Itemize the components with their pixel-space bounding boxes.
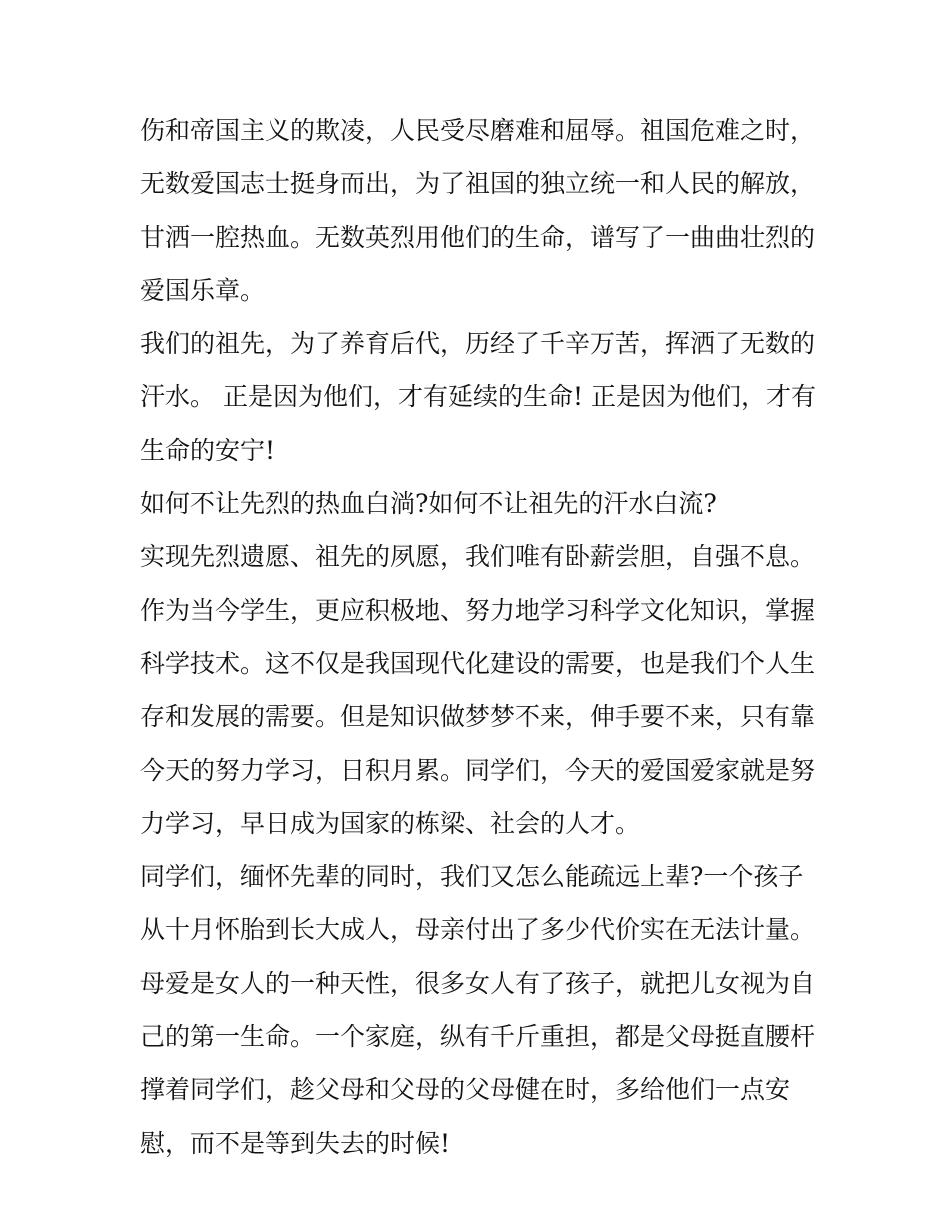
text-line: 力学习，早日成为国家的栋梁、社会的人才。 xyxy=(140,808,641,838)
text-line: 从十月怀胎到长大成人，母亲付出了多少代价实在无法计量。 xyxy=(140,915,816,945)
text-line: 实现先烈遗愿、祖先的夙愿，我们唯有卧薪尝胆，自强不息。 xyxy=(140,542,816,572)
text-line: 母爱是女人的一种天性，很多女人有了孩子，就把儿女视为自 xyxy=(140,968,816,998)
text-line: 伤和帝国主义的欺凌，人民受尽磨难和屈辱。祖国危难之时， xyxy=(140,116,816,145)
text-line: 汗水。 正是因为他们，才有延续的生命! 正是因为他们，才有 xyxy=(140,382,816,412)
body-text xyxy=(140,104,820,1170)
text-line: 生命的安宁! xyxy=(140,435,276,465)
text-line: 撑着同学们，趁父母和父母的父母健在时，多给他们一点安 xyxy=(140,1075,791,1105)
text-line: 甘洒一腔热血。无数英烈用他们的生命，谱写了一曲曲壮烈的 xyxy=(140,222,816,252)
text-line: 存和发展的需要。但是知识做梦梦不来，伸手要不来，只有靠 xyxy=(140,702,816,732)
text-line: 爱国乐章。 xyxy=(140,275,266,305)
text-line: 我们的祖先，为了养育后代，历经了千辛万苦，挥洒了无数的 xyxy=(140,329,816,359)
text-line: 科学技术。这不仅是我国现代化建设的需要，也是我们个人生 xyxy=(140,648,816,678)
text-line: 如何不让先烈的热血白淌?如何不让祖先的汗水白流? xyxy=(140,489,717,519)
text-line: 无数爱国志士挺身而出，为了祖国的独立统一和人民的解放， xyxy=(140,169,816,199)
text-line: 己的第一生命。一个家庭，纵有千斤重担，都是父母挺直腰杆 xyxy=(140,1022,816,1052)
text-line: 作为当今学生，更应积极地、努力地学习科学文化知识，掌握 xyxy=(140,595,816,625)
text-line: 慰，而不是等到失去的时候! xyxy=(140,1128,451,1158)
text-line: 今天的努力学习，日积月累。同学们，今天的爱国爱家就是努 xyxy=(140,755,816,785)
text-line: 同学们，缅怀先辈的同时，我们又怎么能疏远上辈?一个孩子 xyxy=(140,862,804,892)
